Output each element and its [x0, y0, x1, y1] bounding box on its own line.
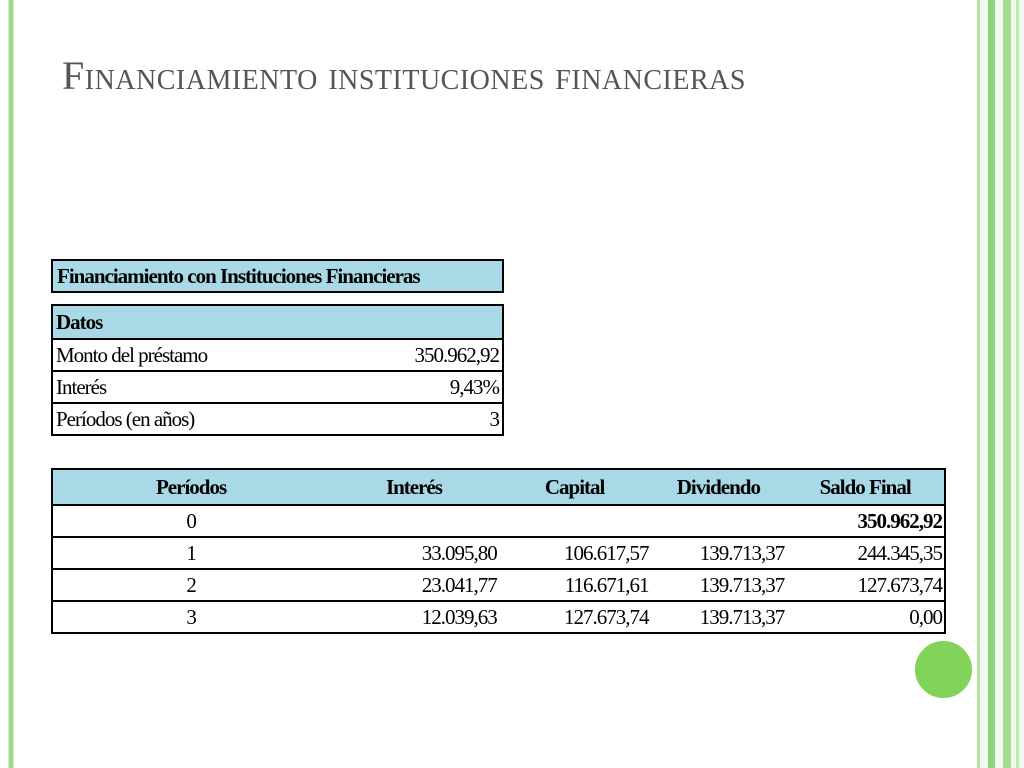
slide-title: Financiamiento instituciones financieras	[62, 53, 746, 98]
cell-capital	[499, 505, 651, 537]
datos-label: Períodos (en años)	[52, 403, 338, 435]
cell-periodo: 2	[52, 569, 329, 601]
amortization-table	[51, 468, 946, 634]
table-row	[52, 569, 945, 601]
cell-dividendo: 139.713,37	[650, 537, 786, 569]
column-header-saldo-final: Saldo Final	[786, 469, 945, 505]
column-header-periodos: Períodos	[52, 469, 329, 505]
datos-label: Interés	[52, 371, 338, 403]
green-circle-decoration	[913, 639, 974, 700]
cell-saldo-final: 244.345,35	[786, 537, 945, 569]
cell-saldo-final: 127.673,74	[786, 569, 945, 601]
right-decor-line	[988, 0, 995, 768]
right-decor-line	[1003, 0, 1011, 768]
cell-interes: 33.095,80	[329, 537, 499, 569]
column-header-interes: Interés	[329, 469, 499, 505]
column-header-dividendo: Dividendo	[650, 469, 786, 505]
cell-dividendo: 139.713,37	[650, 569, 786, 601]
right-decor-line	[977, 0, 980, 768]
datos-row	[52, 403, 503, 435]
datos-header: Datos	[52, 305, 503, 339]
financing-box-header: Financiamiento con Instituciones Financieras	[51, 259, 504, 293]
cell-dividendo: 139.713,37	[650, 601, 786, 633]
cell-interes	[329, 505, 499, 537]
datos-header-row	[52, 305, 503, 339]
datos-row	[52, 371, 503, 403]
cell-saldo-final: 0,00	[786, 601, 945, 633]
datos-value: 9,43%	[338, 371, 503, 403]
datos-row	[52, 339, 503, 371]
cell-capital: 116.671,61	[499, 569, 651, 601]
cell-periodo: 3	[52, 601, 329, 633]
datos-table	[51, 304, 504, 436]
cell-periodo: 1	[52, 537, 329, 569]
table-row	[52, 601, 945, 633]
table-row	[52, 537, 945, 569]
cell-interes: 23.041,77	[329, 569, 499, 601]
right-decor-line	[1016, 0, 1019, 768]
cell-dividendo	[650, 505, 786, 537]
table-row	[52, 505, 945, 537]
cell-interes: 12.039,63	[329, 601, 499, 633]
left-decor-stripe	[8, 0, 14, 768]
datos-value: 3	[338, 403, 503, 435]
cell-saldo-final: 350.962,92	[857, 508, 942, 533]
datos-label: Monto del préstamo	[52, 339, 338, 371]
cell-periodo: 0	[186, 508, 196, 533]
amortization-header-row	[52, 469, 945, 505]
column-header-capital: Capital	[499, 469, 651, 505]
cell-capital: 106.617,57	[499, 537, 651, 569]
cell-capital: 127.673,74	[499, 601, 651, 633]
datos-value: 350.962,92	[338, 339, 503, 371]
